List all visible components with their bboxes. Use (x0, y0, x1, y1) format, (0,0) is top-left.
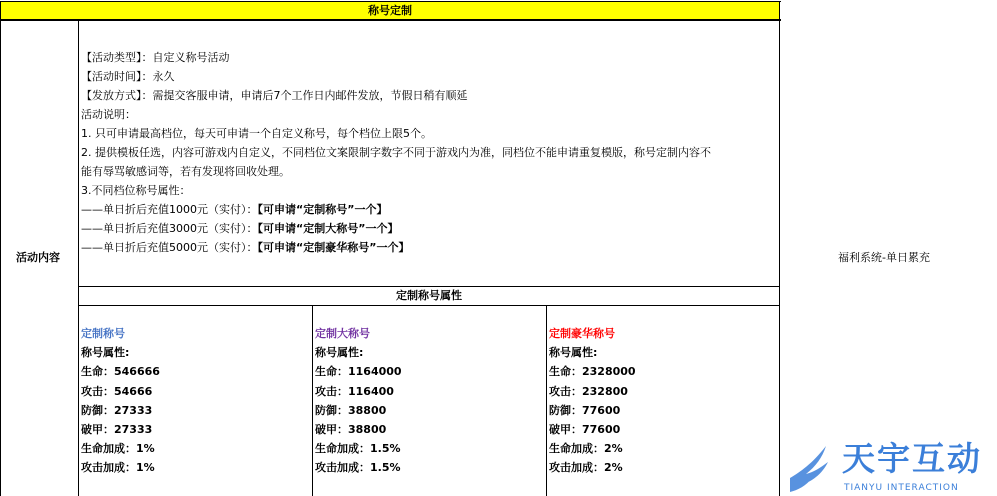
attr-row: 称号属性: (549, 346, 598, 360)
watermark-cn: 天宇互动 (842, 439, 982, 478)
attr-row: 攻击：232800 (549, 384, 628, 398)
border-top (0, 1, 781, 2)
tier-reward: 【可申请“定制称号”一个】 (257, 203, 388, 216)
column-name: 定制称号 (81, 327, 125, 340)
watermark-logo (786, 440, 994, 496)
attr-row: 生命加成：2% (549, 442, 623, 456)
attr-row: 称号属性: (81, 346, 130, 360)
column-name: 定制豪华称号 (549, 327, 615, 340)
attr-row: 生命：546666 (81, 365, 160, 379)
border-left (0, 1, 1, 496)
attr-row: 防御：77600 (549, 403, 621, 417)
attr-row: 生命：2328000 (549, 365, 636, 379)
right-label: 福利系统-单日累充 (838, 251, 930, 264)
tier-line (81, 219, 777, 238)
border-header-bottom (0, 19, 781, 21)
wing-logo-icon (786, 442, 834, 494)
border-col-1 (312, 305, 313, 496)
attr-row: 攻击：54666 (81, 384, 153, 398)
tier-line (81, 200, 777, 219)
attr-row: 攻击加成：1.5% (315, 461, 401, 475)
tier-prefix: ——单日折后充值1000元（实付）： (81, 203, 258, 216)
desc-line: 2. 提供模板任选，内容可游戏内自定义，不同档位文案限制字数字不同于游戏内为准，同档位不能申请重复模版，称号定制内容不 (81, 146, 711, 159)
attr-row: 防御：38800 (315, 403, 387, 417)
side-label: 活动内容 (16, 251, 60, 264)
tier-reward: 【可申请“定制大称号”一个】 (257, 222, 399, 235)
desc-line: 活动说明： (81, 108, 136, 121)
page-title: 称号定制 (0, 2, 780, 20)
watermark-en: TIANYU INTERACTION (844, 483, 959, 493)
attributes-title: 定制称号属性 (396, 289, 462, 302)
attr-row: 生命加成：1% (81, 442, 155, 456)
attr-row: 攻击加成：2% (549, 461, 623, 475)
attr-row: 攻击加成：1% (81, 461, 155, 475)
desc-line: 能有辱骂敏感词等，若有发现将回收处理。 (81, 165, 290, 178)
attr-row: 破甲：27333 (81, 422, 153, 436)
border-side-col (78, 20, 79, 496)
title-column-deluxe (549, 324, 777, 494)
title-column-basic (81, 324, 309, 494)
border-col-2 (546, 305, 547, 496)
tier-prefix: ——单日折后充值5000元（实付）： (81, 241, 258, 254)
title-column-big (315, 324, 543, 494)
attr-row: 防御：27333 (81, 403, 153, 417)
tier-prefix: ——单日折后充值3000元（实付）： (81, 222, 258, 235)
column-name: 定制大称号 (315, 327, 370, 340)
activity-description (81, 48, 777, 258)
attr-row: 称号属性: (315, 346, 364, 360)
border-right (779, 1, 780, 496)
attr-row: 破甲：77600 (549, 422, 621, 436)
desc-line: 1. 只可申请最高档位，每天可申请一个自定义称号，每个档位上限5个。 (81, 127, 432, 140)
attr-row: 生命：1164000 (315, 365, 402, 379)
border-subhdr-bottom (78, 305, 780, 306)
desc-line: 3.不同档位称号属性： (81, 184, 191, 197)
desc-line: 【发放方式】：需提交客服申请，申请后7个工作日内邮件发放，节假日稍有顺延 (81, 89, 468, 102)
tier-reward: 【可申请“定制豪华称号”一个】 (257, 241, 410, 254)
attr-row: 破甲：38800 (315, 422, 387, 436)
desc-line: 【活动时间】：永久 (81, 70, 175, 83)
tier-line (81, 238, 777, 257)
attr-row: 生命加成：1.5% (315, 442, 401, 456)
attr-row: 攻击：116400 (315, 384, 394, 398)
desc-line: 【活动类型】：自定义称号活动 (81, 51, 230, 64)
